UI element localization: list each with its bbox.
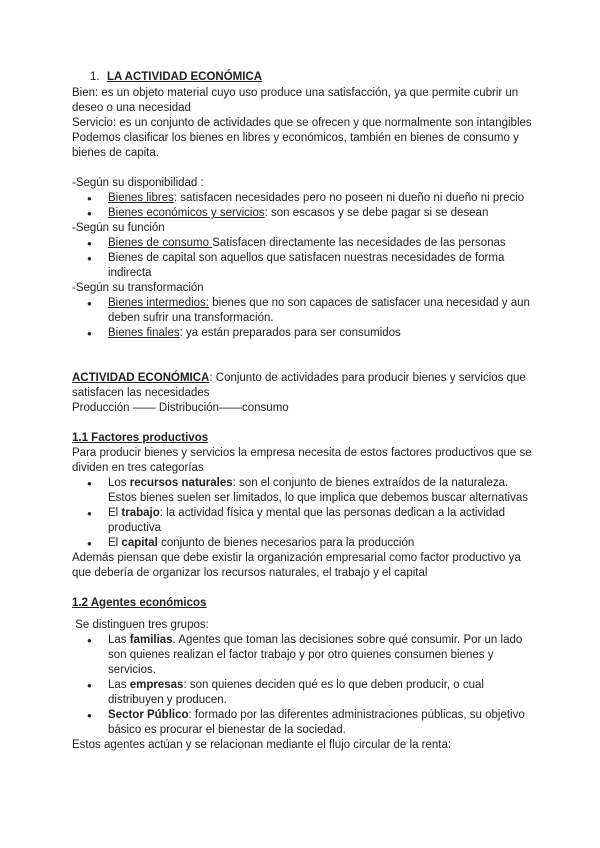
list-item-term: Bienes intermedios: <box>108 297 209 309</box>
list-factores <box>72 476 532 551</box>
list-item <box>72 191 532 206</box>
section-heading <box>72 70 532 85</box>
list-item-prefix: El <box>108 537 122 549</box>
factores-title: 1.1 Factores productivos <box>72 432 209 444</box>
list-item-term: trabajo <box>121 507 160 519</box>
list-item <box>72 206 532 221</box>
list-item-prefix: Las <box>108 634 130 646</box>
definition-bien: Bien: es un objeto material cuyo uso produce una satisfacción, ya que permite cubrir un deseo o una necesidad <box>72 87 519 114</box>
list-disponibilidad <box>72 191 532 221</box>
list-item-term: Sector Público <box>108 709 189 721</box>
list-item-text: : son escasos y se debe pagar si se desean <box>264 207 489 219</box>
list-item-text: . Agentes que toman las decisiones sobre qué consumir. Por un lado son quienes realizan el factor trabajo y por otro quienes consumen bienes y servicios. <box>108 634 523 676</box>
list-item-term: capital <box>121 537 162 549</box>
definition-servicio: Servicio: es un conjunto de actividades que se ofrecen y que normalmente son intangibles <box>72 117 532 129</box>
actividad-text: : Conjunto de actividades para producir bienes y servicios que satisfacen las necesidades <box>72 372 526 399</box>
list-item-text: : formado por las diferentes administraciones públicas, su objetivo básico es procurar el bienestar de la sociedad. <box>108 709 525 736</box>
list-item <box>72 633 532 678</box>
list-item-term: Bienes de consumo <box>108 237 213 249</box>
document-page <box>72 70 532 753</box>
list-item-term: Bienes libres <box>108 192 174 204</box>
list-item-term: Bienes finales <box>108 327 180 339</box>
list-item <box>72 678 532 708</box>
list-item-text: Bienes de capital son aquellos que satisfacen nuestras necesidades de forma indirecta <box>108 252 505 279</box>
list-item <box>72 251 532 281</box>
heading-number: 1. <box>90 71 100 83</box>
list-item-text: Satisfacen directamente las necesidades de las personas <box>212 237 506 249</box>
list-item <box>72 236 532 251</box>
list-item-term: familias <box>129 634 173 646</box>
list-item-term: recursos naturales <box>129 477 233 489</box>
label-funcion: -Según su función <box>72 222 165 234</box>
list-item-text: : satisfacen necesidades pero no poseen ni dueño ni dueño ni precio <box>173 192 525 204</box>
agentes-outro: Estos agentes actúan y se relacionan mediante el flujo circular de la renta: <box>72 739 452 751</box>
list-item-text: : la actividad física y mental que las personas dedican a la actividad productiva <box>108 507 505 534</box>
actividad-term: ACTIVIDAD ECONÓMICA <box>72 372 210 384</box>
list-transformacion <box>72 296 532 341</box>
definition-clasificacion: Podemos clasificar los bienes en libres y económicos, también en bienes de consumo y bienes de capita. <box>72 132 519 159</box>
list-item <box>72 708 532 738</box>
label-disponibilidad: -Según su disponibilidad : <box>72 177 204 189</box>
list-item <box>72 506 532 536</box>
list-item-text: : son el conjunto de bienes extraídos de la naturaleza. Estos bienes suelen ser limitados, lo que implica que debemos buscar alternativas <box>108 477 528 504</box>
list-item-prefix: Los <box>108 477 130 489</box>
list-funcion <box>72 236 532 281</box>
label-transformacion: -Según su transformación <box>72 282 204 294</box>
list-agentes <box>72 633 532 738</box>
heading-title: LA ACTIVIDAD ECONÓMICA <box>107 71 263 83</box>
factores-outro: Además piensan que debe existir la organización empresarial como factor productivo ya que debería de organizar los recursos naturales, el trabajo y el capital <box>72 552 521 579</box>
list-item-text: bienes que no son capaces de satisfacer una necesidad y aun deben sufrir una transformación. <box>108 297 530 324</box>
actividad-definition <box>72 371 532 401</box>
list-item-text: conjunto de bienes necesarios para la producción <box>161 537 415 549</box>
list-item-text: : ya están preparados para ser consumidos <box>179 327 401 339</box>
agentes-title: 1.2 Agentes económicos <box>72 597 207 609</box>
list-item-prefix: El <box>108 507 122 519</box>
list-item-prefix: Las <box>108 679 130 691</box>
actividad-flow: Producción —— Distribución——consumo <box>72 402 289 414</box>
factores-intro: Para producir bienes y servicios la empresa necesita de estos factores productivos que se dividen en tres categorías <box>72 447 532 474</box>
list-item-term: empresas <box>129 679 184 691</box>
list-item-term: Bienes económicos y servicios <box>108 207 265 219</box>
agentes-intro: Se distinguen tres grupos: <box>72 619 209 631</box>
list-item <box>72 296 532 326</box>
list-item-text: : son quienes deciden qué es lo que deben producir, o cual distribuyen y producen. <box>108 679 484 706</box>
list-item <box>72 326 532 341</box>
list-item <box>72 476 532 506</box>
list-item <box>72 536 532 551</box>
